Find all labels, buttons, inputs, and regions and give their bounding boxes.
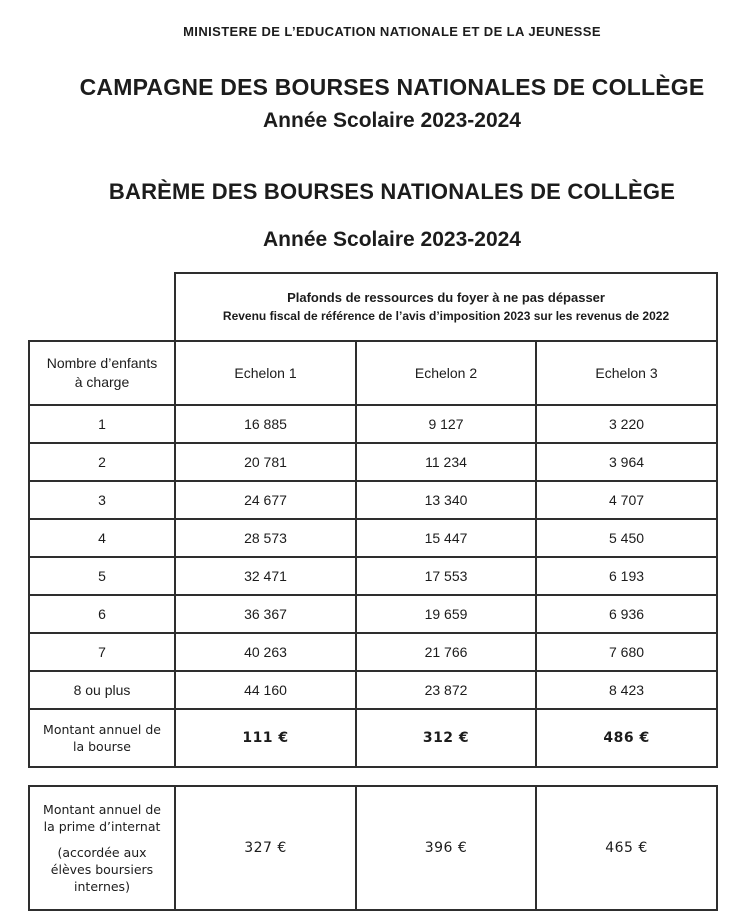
value-cell: 16 885 — [175, 405, 356, 443]
col-header-enfants: Nombre d’enfants à charge — [29, 341, 175, 405]
row-label-cell: 3 — [29, 481, 175, 519]
prime-value-cell: 327 € — [175, 786, 356, 910]
plafonds-header-cell — [175, 273, 717, 341]
table-row — [29, 405, 717, 443]
value-cell: 15 447 — [356, 519, 536, 557]
value-cell: 9 127 — [356, 405, 536, 443]
empty-corner-cell — [29, 273, 175, 341]
value-cell: 19 659 — [356, 595, 536, 633]
document-header — [58, 0, 726, 253]
col-header-echelon-3: Echelon 3 — [536, 341, 717, 405]
table-row — [29, 519, 717, 557]
value-cell: 6 936 — [536, 595, 717, 633]
table-row — [29, 633, 717, 671]
prime-row — [29, 786, 717, 910]
bourse-value-cell: 486 € — [536, 709, 717, 767]
prime-label-main: Montant annuel de la prime d’internat — [43, 802, 161, 834]
bareme-year: Année Scolaire 2023-2024 — [263, 228, 521, 251]
table-row — [29, 443, 717, 481]
value-cell: 44 160 — [175, 671, 356, 709]
value-cell: 3 964 — [536, 443, 717, 481]
value-cell: 7 680 — [536, 633, 717, 671]
value-cell: 28 573 — [175, 519, 356, 557]
table-row — [29, 557, 717, 595]
row-label-cell: 8 ou plus — [29, 671, 175, 709]
bourse-amount-row — [29, 709, 717, 767]
value-cell: 5 450 — [536, 519, 717, 557]
row-label-cell: 1 — [29, 405, 175, 443]
bareme-title: BARÈME DES BOURSES NATIONALES DE COLLÈGE — [108, 179, 676, 204]
bareme-table — [28, 272, 718, 768]
value-cell: 11 234 — [356, 443, 536, 481]
prime-label-note: (accordée aux élèves boursiers internes) — [50, 845, 154, 894]
campaign-title: CAMPAGNE DES BOURSES NATIONALES DE COLLÈGE — [79, 74, 705, 100]
value-cell: 40 263 — [175, 633, 356, 671]
value-cell: 17 553 — [356, 557, 536, 595]
campaign-year: Année Scolaire 2023-2024 — [263, 109, 521, 132]
row-label-cell: 2 — [29, 443, 175, 481]
value-cell: 3 220 — [536, 405, 717, 443]
value-cell: 36 367 — [175, 595, 356, 633]
prime-value-cell: 465 € — [536, 786, 717, 910]
value-cell: 24 677 — [175, 481, 356, 519]
row-label-cell: 6 — [29, 595, 175, 633]
row-label-cell: 4 — [29, 519, 175, 557]
ministry-line: MINISTERE DE L’EDUCATION NATIONALE ET DE LA JEUNESSE — [183, 24, 601, 39]
column-header-row — [29, 341, 717, 405]
prime-internat-table — [28, 785, 718, 911]
prime-value-cell: 396 € — [356, 786, 536, 910]
table-row — [29, 671, 717, 709]
plafonds-header-line-2: Revenu fiscal de référence de l’avis d’imposition 2023 sur les revenus de 2022 — [222, 309, 670, 323]
value-cell: 20 781 — [175, 443, 356, 481]
col-header-echelon-1: Echelon 1 — [175, 341, 356, 405]
row-label-cell: 7 — [29, 633, 175, 671]
value-cell: 8 423 — [536, 671, 717, 709]
value-cell: 13 340 — [356, 481, 536, 519]
table-row — [29, 595, 717, 633]
bourse-value-cell: 111 € — [175, 709, 356, 767]
value-cell: 32 471 — [175, 557, 356, 595]
bourse-label-cell: Montant annuel de la bourse — [29, 709, 175, 767]
prime-label-cell — [29, 786, 175, 910]
row-label-cell: 5 — [29, 557, 175, 595]
value-cell: 6 193 — [536, 557, 717, 595]
plafonds-header-line-1: Plafonds de ressources du foyer à ne pas dépasser — [287, 290, 605, 305]
value-cell: 21 766 — [356, 633, 536, 671]
value-cell: 4 707 — [536, 481, 717, 519]
table-row — [29, 481, 717, 519]
col-header-echelon-2: Echelon 2 — [356, 341, 536, 405]
plafonds-header-row — [29, 273, 717, 341]
value-cell: 23 872 — [356, 671, 536, 709]
bourse-value-cell: 312 € — [356, 709, 536, 767]
